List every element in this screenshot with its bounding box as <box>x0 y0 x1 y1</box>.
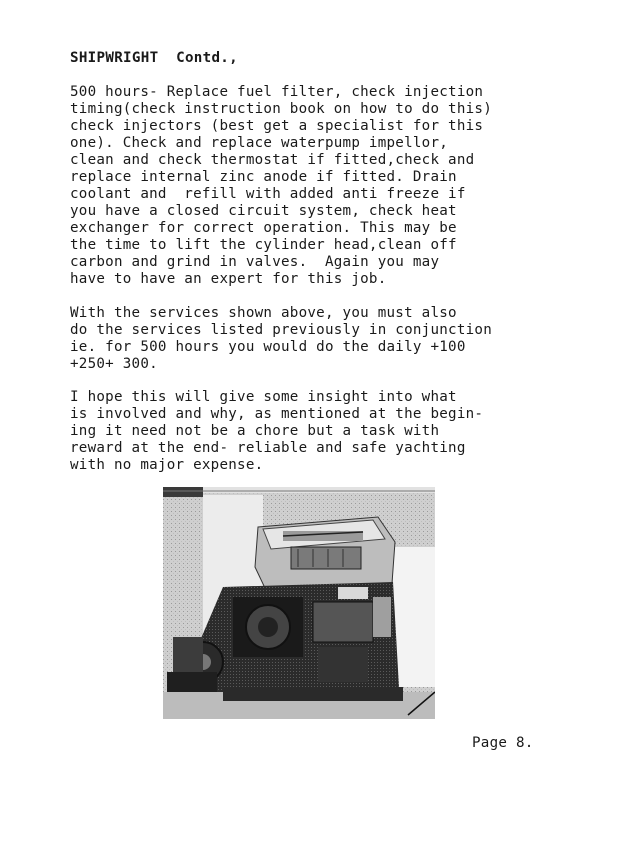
text-line: have to have an expert for this job. <box>70 271 387 287</box>
page-number: Page 8. <box>472 735 534 751</box>
text-line: exchanger for correct operation. This may be <box>70 220 457 236</box>
text-line: 500 hours- Replace fuel filter, check injection <box>70 84 484 100</box>
text-line: ie. for 500 hours you would do the daily +100 <box>70 339 466 355</box>
paragraph-closing <box>70 389 483 474</box>
text-line: +250+ 300. <box>70 356 158 372</box>
engine-photo <box>163 487 435 719</box>
text-line: the time to lift the cylinder head,clean off <box>70 237 457 253</box>
paragraph-500-hours <box>70 84 492 288</box>
text-line: ing it need not be a chore but a task with <box>70 423 440 439</box>
text-line: coolant and refill with added anti freeze if <box>70 186 466 202</box>
text-line: you have a closed circuit system, check heat <box>70 203 457 219</box>
text-line: with no major expense. <box>70 457 264 473</box>
text-line: timing(check instruction book on how to do this) <box>70 101 492 117</box>
section-heading: SHIPWRIGHT Contd., <box>70 50 238 66</box>
text-line: With the services shown above, you must also <box>70 305 457 321</box>
text-line: check injectors (best get a specialist for this <box>70 118 484 134</box>
text-line: carbon and grind in valves. Again you may <box>70 254 440 270</box>
text-line: clean and check thermostat if fitted,check and <box>70 152 475 168</box>
text-line: reward at the end- reliable and safe yachting <box>70 440 466 456</box>
paragraph-services-note <box>70 305 492 373</box>
text-line: replace internal zinc anode if fitted. Drain <box>70 169 457 185</box>
text-line: is involved and why, as mentioned at the begin- <box>70 406 484 422</box>
text-line: I hope this will give some insight into what <box>70 389 457 405</box>
text-line: do the services listed previously in conjunction <box>70 322 492 338</box>
text-line: one). Check and replace waterpump impellor, <box>70 135 449 151</box>
